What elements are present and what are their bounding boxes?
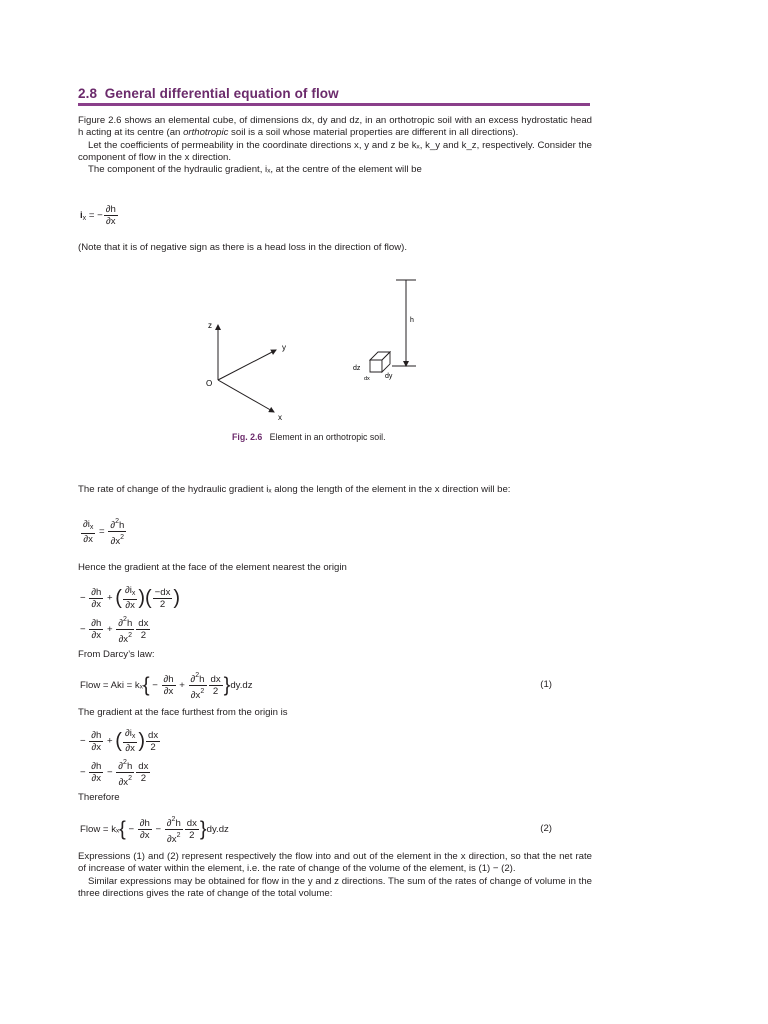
dz-label: dz	[353, 365, 361, 372]
paragraph-5: Hence the gradient at the face of the element nearest the origin	[78, 562, 347, 573]
equation-far-face-1: − $\frac{\partial h}{\partial x}$ + ( $\frac{\partial i_x}{\partial x}$ ) $\frac{dx}{2}$	[80, 728, 159, 754]
figure-caption-text: Element in an orthotropic soil.	[269, 432, 386, 442]
equation-ix: $i_x$ = − $\frac{\partial h}{\partial x}$	[80, 204, 116, 227]
section-title: General differential equation of flow	[104, 86, 339, 101]
figure-2-6	[190, 270, 430, 430]
equation-near-face-1: − $\frac{\partial h}{\partial x}$ + ( $\frac{\partial i_x}{\partial x}$ )( $\frac{-dx}{2}$ )	[80, 585, 181, 611]
x-label: x	[278, 413, 282, 422]
equation-number-2: (2)	[540, 823, 552, 834]
paragraph-3: The component of the hydraulic gradient, iₓ, at the centre of the element will be	[88, 164, 422, 176]
dy-label: dy	[385, 373, 393, 380]
equation-number-1: (1)	[540, 679, 552, 690]
y-label: y	[282, 343, 286, 352]
closing-paragraphs	[78, 851, 592, 900]
origin-label: O	[206, 379, 213, 388]
elemental-cube	[370, 352, 390, 372]
paragraph-4: The rate of change of the hydraulic gradient iₓ along the length of the element in the x direction will be:	[78, 484, 511, 495]
paragraph-8: Therefore	[78, 792, 120, 803]
figure-number: Fig. 2.6	[232, 432, 263, 442]
paragraph-6: From Darcy’s law:	[78, 649, 155, 660]
note-paragraph: (Note that it is of negative sign as there is a head loss in the direction of flow).	[78, 242, 408, 253]
paragraph-7: The gradient at the face furthest from the origin is	[78, 707, 288, 718]
section-heading	[78, 86, 339, 101]
intro-paragraphs	[78, 115, 592, 176]
y-axis	[218, 350, 276, 380]
paragraph-10: Similar expressions may be obtained for flow in the y and z directions. The sum of the rates of change of volume in the three directions gives the rate of change of the total volume:	[78, 875, 592, 899]
equation-far-face-2: − $\frac{\partial h}{\partial x}$ − $\frac{\partial^2h}{\partial x^2}$ $\frac{dx}{2}$	[80, 759, 149, 788]
section-number: 2.8	[78, 86, 98, 101]
heading-rule	[78, 103, 590, 106]
paragraph-9: Expressions (1) and (2) represent respectively the flow into and out of the element in the x direction, so that the net rate of increase of water within the element, i.e. the rate of change of the volume of the element, is (1) − (2).	[78, 851, 592, 875]
x-axis	[218, 380, 274, 412]
figure-caption	[232, 432, 386, 442]
z-label: z	[208, 321, 212, 330]
equation-near-face-2: − $\frac{\partial h}{\partial x}$ + $\frac{\partial^2h}{\partial x^2}$ $\frac{dx}{2}$	[80, 616, 149, 645]
equation-flow-1: Flow = Aki = kₓ{ − $\frac{\partial h}{\partial x}$ + $\frac{\partial^2h}{\partial x^2}$ $\frac{dx}{2}$ }dy.dz	[80, 672, 253, 701]
paragraph-2: Let the coefficients of permeability in the coordinate directions x, y and z be kₓ, k_y and k_z, respectively. Consider the component of flow in the x direction.	[78, 139, 592, 163]
equation-rate-change: $\frac{\partial i_x}{\partial x}$ = $\frac{\partial^2h}{\partial x^2}$	[83, 518, 125, 547]
dx-label: dx	[364, 376, 370, 382]
paragraph-1: Figure 2.6 shows an elemental cube, of dimensions dx, dy and dz, in an orthotropic soil with an excess hydrostatic head h acting at its centre (an orthotropic soil is a soil whose material properties are different in all directions).	[78, 115, 592, 139]
h-label: h	[410, 317, 414, 324]
equation-flow-2: Flow = kₓ{ − $\frac{\partial h}{\partial x}$ − $\frac{\partial^2h}{\partial x^2}$ $\frac{dx}{2}$ }dy.dz	[80, 816, 229, 845]
